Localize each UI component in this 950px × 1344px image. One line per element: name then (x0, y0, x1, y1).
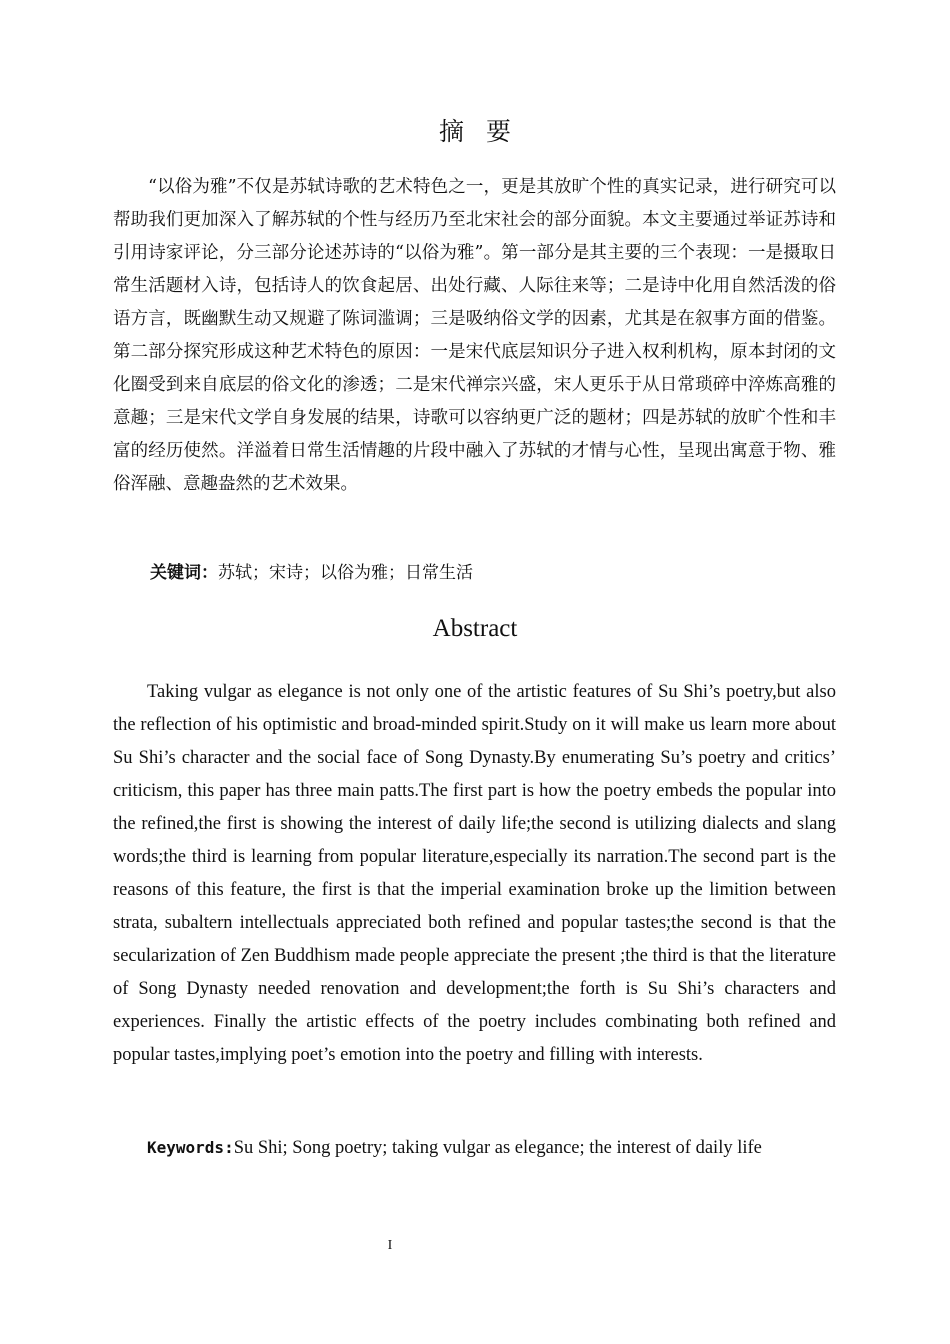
chinese-keywords (150, 558, 850, 588)
chinese-abstract-body: “以俗为雅”不仅是苏轼诗歌的艺术特色之一，更是其放旷个性的真实记录，进行研究可以帮助我们更加深入了解苏轼的个性与经历乃至北宋社会的部分面貌。本文主要通过举证苏诗和引用诗家评论，分三部分论述苏诗的“以俗为雅”。第一部分是其主要的三个表现：一是摄取日常生活题材入诗，包括诗人的饮食起居、出处行藏、人际往来等；二是诗中化用自然活泼的俗语方言，既幽默生动又规避了陈词滥调；三是吸纳俗文学的因素，尤其是在叙事方面的借鉴。第二部分探究形成这种艺术特色的原因：一是宋代底层知识分子进入权利机构，原本封闭的文化圈受到来自底层的俗文化的渗透；二是宋代禅宗兴盛，宋人更乐于从日常琐碎中淬炼高雅的意趣；三是宋代文学自身发展的结果，诗歌可以容纳更广泛的题材；四是苏轼的放旷个性和丰富的经历使然。洋溢着日常生活情趣的片段中融入了苏轼的才情与心性，呈现出寓意于物、雅俗浑融、意趣盎然的艺术效果。 (113, 177, 836, 494)
english-keywords-label: Keywords: (147, 1138, 234, 1157)
chinese-keywords-text: 苏轼；宋诗；以俗为雅；日常生活 (218, 563, 473, 583)
english-keywords (147, 1133, 907, 1163)
english-abstract-title: Abstract (432, 615, 518, 642)
page-number: I (387, 1238, 393, 1253)
english-keywords-text: Su Shi; Song poetry; taking vulgar as elegance; the interest of daily life (233, 1138, 762, 1158)
chinese-keywords-label: 关键词： (150, 563, 218, 583)
english-abstract-body: Taking vulgar as elegance is not only one of the artistic features of Su Shi’s poetry,but also the reflection of his optimistic and broad-minded spirit.Study on it will make us learn more about Su Shi’s character and the social face of Song Dynasty.By enumerating Su’s poetry and critics’ criticism, this paper has three main patts.The first part is how the poetry embeds the popular into the refined,the first is showing the interest of daily life;the second is utilizing dialects and slang words;the third is learning from popular literature,especially its narration.The second part is the reasons of this feature, the first is that the imperial examination broke up the limition between strata, subaltern intellectuals appreciated both refined and popular tastes;the second is that the secularization of Zen Buddhism made people appreciate the present ;the third is that the literature of Song Dynasty needed renovation and development;the forth is Su Shi’s characters and experiences. Finally the artistic effects of the poetry includes combinating both refined and popular tastes,implying poet’s emotion into the poetry and filling with interests. (113, 682, 836, 1065)
chinese-abstract-title: 摘要 (438, 117, 533, 146)
